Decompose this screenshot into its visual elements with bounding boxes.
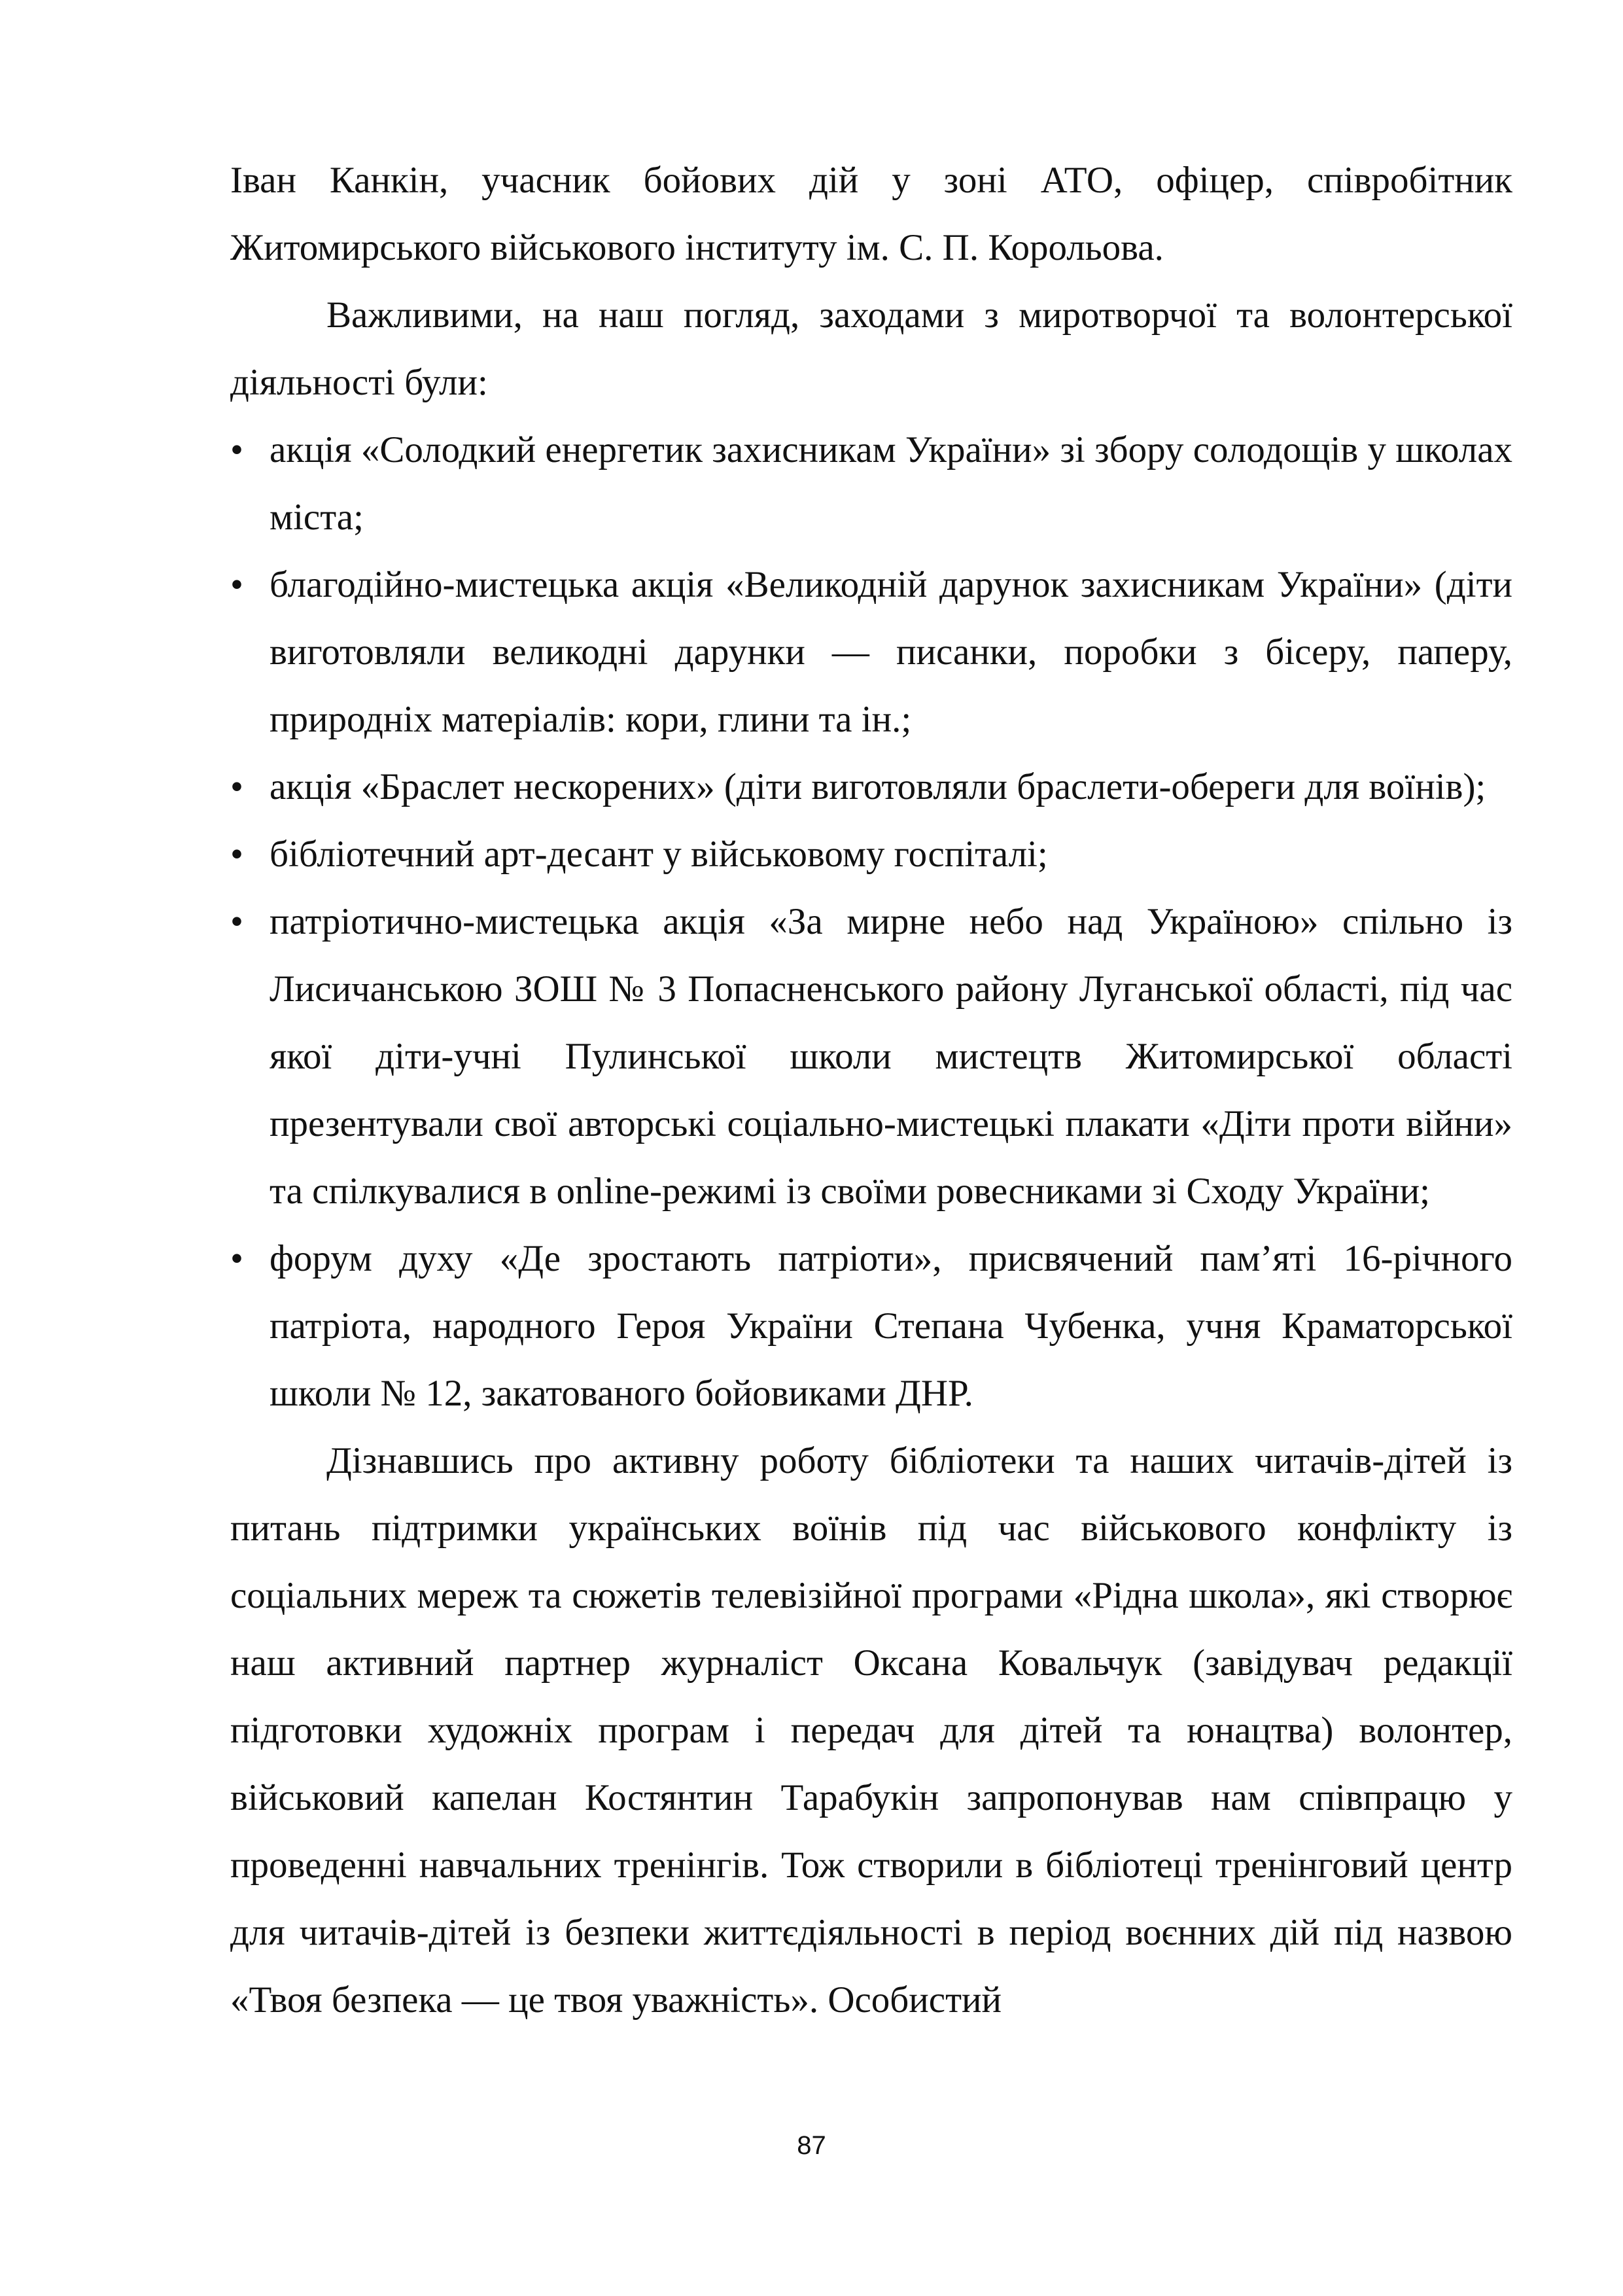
list-item-text: патріотично-мистецька акція «За мирне небо над Україною» спільно із Лисичанською ЗОШ № 3 Попасненського району Луганської області, під час якої діти-учні Пулинської школи мистецтв Житомирської області презентували свої авторські соціально-мистецькі плакати «Діти проти війни» та спілкувалися в online-режимі із своїми ровесниками зі Сходу України;: [270, 901, 1512, 1212]
paragraph-activities-intro: Важливими, на наш погляд, заходами з миротворчої та волонтерської діяльності були:: [230, 294, 1512, 403]
list-item-text: акція «Солодкий енергетик захисникам України» зі збору солодощів у школах міста;: [270, 429, 1512, 538]
list-item: [230, 1225, 1512, 1427]
bullet-icon: •: [230, 1238, 243, 1279]
list-item-text: акція «Браслет нескорених» (діти виготовляли браслети-обереги для воїнів);: [270, 766, 1486, 807]
paragraph-intro: Іван Канкін, учасник бойових дій у зоні АТО, офіцер, співробітник Житомирського військового інституту ім. С. П. Корольова.: [230, 160, 1512, 268]
page-number: 87: [797, 2131, 826, 2160]
activities-list: [230, 416, 1512, 1427]
list-item-text: форум духу «Де зростають патріоти», присвячений пам’яті 16-річного патріота, народного Героя України Степана Чубенка, учня Краматорської школи № 12, закатованого бойовиками ДНР.: [270, 1238, 1512, 1414]
list-item-text: бібліотечний арт-десант у військовому госпіталі;: [270, 834, 1048, 875]
bullet-icon: •: [230, 766, 243, 807]
list-item: [230, 888, 1512, 1225]
list-item: [230, 821, 1512, 888]
list-item: [230, 416, 1512, 551]
bullet-icon: •: [230, 901, 243, 942]
document-page: [230, 147, 1512, 2034]
bullet-icon: •: [230, 834, 243, 875]
paragraph-training: Дізнавшись про активну роботу бібліотеки та наших читачів-дітей із питань підтримки українських воїнів під час військового конфлікту із соціальних мереж та сюжетів телевізійної програми «Рідна школа», які створює наш активний партнер журналіст Оксана Ковальчук (завідувач редакції підготовки художніх програм і передач для дітей та юнацтва) волонтер, військовий капелан Костянтин Тарабукін запропонував нам співпрацю у проведенні навчальних тренінгів. Тож створили в бібліотеці тренінговий центр для читачів-дітей із безпеки життєдіяльності в період воєнних дій під назвою «Твоя безпека — це твоя уважність». Особистий: [230, 1440, 1512, 2021]
list-item-text: благодійно-мистецька акція «Великодній дарунок захисникам України» (діти виготовляли великодні дарунки — писанки, поробки з бісеру, паперу, природніх матеріалів: кори, глини та ін.;: [270, 564, 1512, 740]
list-item: [230, 753, 1512, 821]
bullet-icon: •: [230, 429, 243, 470]
bullet-icon: •: [230, 564, 243, 605]
list-item: [230, 551, 1512, 753]
